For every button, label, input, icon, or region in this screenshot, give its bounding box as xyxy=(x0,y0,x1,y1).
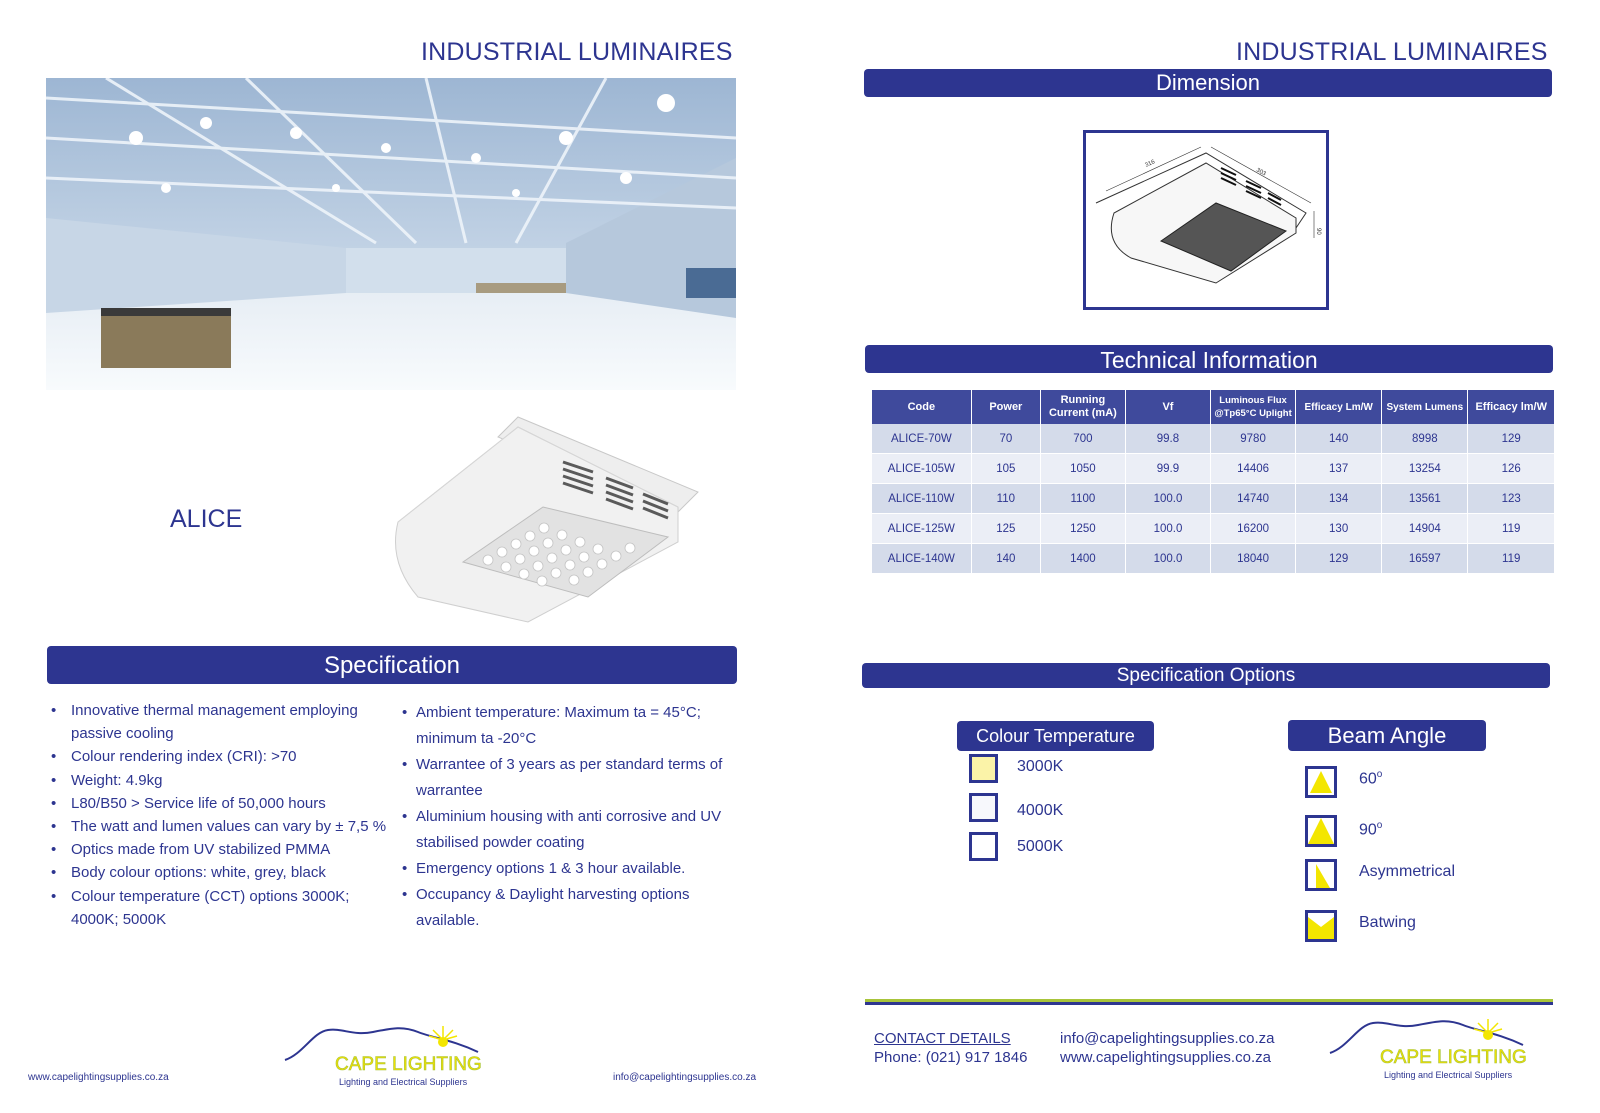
table-cell: ALICE-70W xyxy=(872,424,971,454)
column-header: System Lumens xyxy=(1382,390,1468,424)
table-cell: 130 xyxy=(1296,514,1382,544)
beam-angle-heading-bar xyxy=(1288,720,1486,751)
spec-item: • Innovative thermal management employing passive cooling xyxy=(47,699,392,745)
table-cell: 1050 xyxy=(1040,454,1125,484)
contact-website[interactable]: www.capelightingsupplies.co.za xyxy=(1060,1049,1271,1066)
table-cell: 13561 xyxy=(1382,484,1468,514)
table-cell: 14740 xyxy=(1211,484,1296,514)
brand-tagline-right: Lighting and Electrical Suppliers xyxy=(1384,1070,1513,1080)
footer-email-left: info@capelightingsupplies.co.za xyxy=(613,1072,757,1083)
column-header: Code xyxy=(872,390,971,424)
table-cell: 14904 xyxy=(1382,514,1468,544)
table-cell: ALICE-110W xyxy=(872,484,971,514)
spec-options-heading-bar xyxy=(862,663,1550,688)
warehouse-photo xyxy=(46,78,736,390)
table-cell: 99.9 xyxy=(1125,454,1210,484)
colour-temp-label: 3000K xyxy=(1017,758,1064,775)
table-cell: 119 xyxy=(1468,514,1555,544)
table-cell: 70 xyxy=(971,424,1040,454)
table-row xyxy=(872,454,1555,484)
swatch-4000k xyxy=(969,793,998,822)
table-cell: 140 xyxy=(1296,424,1382,454)
table-cell: 100.0 xyxy=(1125,544,1210,574)
column-header: Efficacy lm/W xyxy=(1468,390,1555,424)
spec-options-heading: Specification Options xyxy=(1116,665,1296,686)
spec-item: • Colour temperature (CCT) options 3000K; 4000K; 5000K xyxy=(47,885,392,931)
beam-asymmetrical-icon xyxy=(1305,859,1337,891)
swatch-5000k xyxy=(969,832,998,861)
swatch-3000k xyxy=(969,754,998,783)
table-cell: 126 xyxy=(1468,454,1555,484)
degree-sup: o xyxy=(1376,820,1383,831)
colour-temp-heading-bar xyxy=(957,721,1154,751)
table-row xyxy=(872,424,1555,454)
left-page-title: INDUSTRIAL LUMINAIRES xyxy=(421,38,733,66)
right-page-title: INDUSTRIAL LUMINAIRES xyxy=(1236,38,1548,66)
table-cell: ALICE-105W xyxy=(872,454,971,484)
tech-info-table xyxy=(872,390,1555,574)
beam-angle-label: Asymmetrical xyxy=(1359,863,1456,880)
table-cell: 16200 xyxy=(1211,514,1296,544)
spec-item: • L80/B50 > Service life of 50,000 hours xyxy=(47,792,392,815)
spec-item: • The watt and lumen values can vary by ± 7,5 % xyxy=(47,815,392,838)
table-row xyxy=(872,514,1555,544)
spec-item: • Optics made from UV stabilized PMMA xyxy=(47,838,392,861)
column-header: Efficacy Lm/W xyxy=(1296,390,1382,424)
table-cell: ALICE-140W xyxy=(872,544,971,574)
dimension-heading: Dimension xyxy=(1156,70,1260,95)
dimension-drawing xyxy=(1083,130,1329,310)
table-cell: 100.0 xyxy=(1125,484,1210,514)
dimension-label: 90 xyxy=(1315,228,1321,235)
table-cell: 129 xyxy=(1468,424,1555,454)
beam-angle-label: 60$^o$ xyxy=(1359,769,1383,788)
spec-item: • Aluminium housing with anti corrosive and UV stabilised powder coating xyxy=(402,804,747,856)
column-header: Luminous Flux @Tp65°C Uplight xyxy=(1211,390,1296,424)
table-cell: 137 xyxy=(1296,454,1382,484)
spec-list-col1 xyxy=(47,699,392,931)
beam-angle-label: 90$^o$ xyxy=(1359,820,1383,839)
brand-logo-left xyxy=(283,1022,488,1094)
column-header: Power xyxy=(971,390,1040,424)
specification-heading: Specification xyxy=(323,652,461,679)
table-cell: 13254 xyxy=(1382,454,1468,484)
beam-angle-label: Batwing xyxy=(1359,914,1416,931)
contact-phone: Phone: (021) 917 1846 xyxy=(874,1049,1028,1066)
table-cell: 700 xyxy=(1040,424,1125,454)
table-cell: 125 xyxy=(971,514,1040,544)
brand-tagline-left: Lighting and Electrical Suppliers xyxy=(339,1077,468,1087)
spec-item: • Weight: 4.9kg xyxy=(47,769,392,792)
dimension-heading-bar xyxy=(864,69,1552,97)
table-cell: 123 xyxy=(1468,484,1555,514)
table-cell: 16597 xyxy=(1382,544,1468,574)
table-cell: 1250 xyxy=(1040,514,1125,544)
luminaire-product-image xyxy=(378,412,708,624)
table-row xyxy=(872,484,1555,514)
spec-item: • Warrantee of 3 years as per standard terms of warrantee xyxy=(402,752,747,804)
table-cell: 1400 xyxy=(1040,544,1125,574)
product-name: ALICE xyxy=(170,505,243,533)
table-cell: 18040 xyxy=(1211,544,1296,574)
tech-info-heading-bar xyxy=(865,345,1553,373)
colour-temp-label: 5000K xyxy=(1017,838,1064,855)
table-cell: 119 xyxy=(1468,544,1555,574)
column-header: Vf xyxy=(1125,390,1210,424)
table-header-row xyxy=(872,390,1555,424)
spec-item: • Colour rendering index (CRI): >70 xyxy=(47,745,392,768)
table-cell: 8998 xyxy=(1382,424,1468,454)
beam-60-icon xyxy=(1305,766,1337,798)
table-cell: 110 xyxy=(971,484,1040,514)
table-cell: 1100 xyxy=(1040,484,1125,514)
table-cell: 140 xyxy=(971,544,1040,574)
table-cell: ALICE-125W xyxy=(872,514,971,544)
table-cell: 100.0 xyxy=(1125,514,1210,544)
table-row xyxy=(872,544,1555,574)
spec-item: • Occupancy & Daylight harvesting options available. xyxy=(402,882,747,934)
spec-item: • Body colour options: white, grey, black xyxy=(47,861,392,884)
table-cell: 105 xyxy=(971,454,1040,484)
table-cell: 129 xyxy=(1296,544,1382,574)
footer-rule-blue xyxy=(865,1002,1553,1005)
contact-email[interactable]: info@capelightingsupplies.co.za xyxy=(1060,1030,1275,1047)
table-cell: 14406 xyxy=(1211,454,1296,484)
specification-heading-bar xyxy=(47,646,737,684)
brand-name-left: CAPE LIGHTING xyxy=(335,1054,482,1075)
beam-batwing-icon xyxy=(1305,910,1337,942)
degree-sup: o xyxy=(1376,769,1383,780)
table-cell: 9780 xyxy=(1211,424,1296,454)
spec-item: • Emergency options 1 & 3 hour available. xyxy=(402,856,747,882)
contact-heading: CONTACT DETAILS xyxy=(874,1030,1011,1047)
colour-temp-heading: Colour Temperature xyxy=(976,726,1135,746)
column-header: Running Current (mA) xyxy=(1040,390,1125,424)
footer-website-left: www.capelightingsupplies.co.za xyxy=(28,1072,169,1083)
dimension-label: 316 xyxy=(1144,159,1156,169)
table-cell: 134 xyxy=(1296,484,1382,514)
spec-item: • Ambient temperature: Maximum ta = 45°C; minimum ta -20°C xyxy=(402,700,747,752)
colour-temp-label: 4000K xyxy=(1017,802,1064,819)
beam-90-icon xyxy=(1305,815,1337,847)
table-cell: 99.8 xyxy=(1125,424,1210,454)
brand-logo-right xyxy=(1328,1015,1533,1087)
brand-name-right: CAPE LIGHTING xyxy=(1380,1047,1527,1068)
spec-list-col2 xyxy=(402,700,747,934)
beam-angle-heading: Beam Angle xyxy=(1327,723,1447,748)
tech-info-heading: Technical Information xyxy=(1100,347,1318,373)
dimension-label: 303 xyxy=(1255,167,1267,178)
